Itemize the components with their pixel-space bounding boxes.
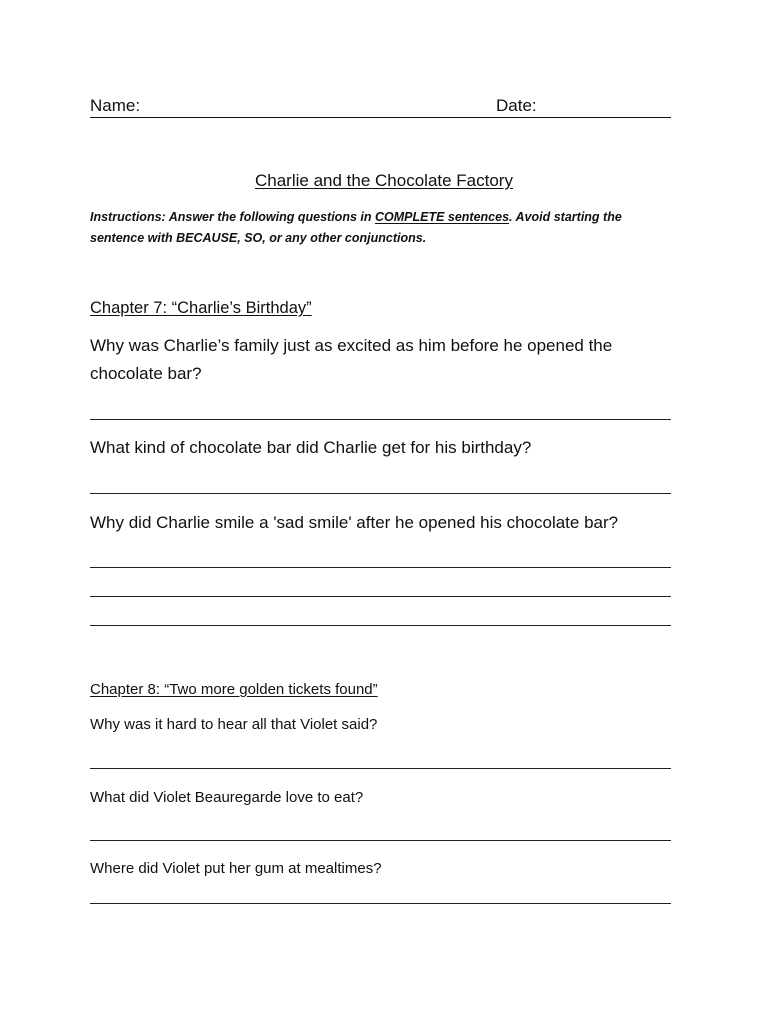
instructions: [90, 207, 670, 249]
question-1: Why was Charlie’s family just as excited as him before he opened the chocolate bar?: [90, 336, 613, 383]
question-6: Where did Violet put her gum at mealtimes?: [90, 860, 382, 877]
name-date-header: [90, 94, 671, 118]
question-2: What kind of chocolate bar did Charlie get for his birthday?: [90, 438, 532, 457]
instructions-part1: Instructions: Answer the following questions in: [90, 210, 375, 224]
worksheet-title: Charlie and the Chocolate Factory: [255, 171, 513, 190]
chapter-8-heading: Chapter 8: “Two more golden tickets found”: [90, 681, 378, 698]
answer-line-2[interactable]: [90, 493, 671, 494]
answer-line-3c[interactable]: [90, 625, 671, 626]
answer-line-4[interactable]: [90, 768, 671, 769]
question-5: What did Violet Beauregarde love to eat?: [90, 789, 364, 806]
question-3: Why did Charlie smile a 'sad smile' after he opened his chocolate bar?: [90, 513, 619, 532]
answer-line-1[interactable]: [90, 419, 671, 420]
question-4: Why was it hard to hear all that Violet said?: [90, 716, 378, 733]
answer-line-6[interactable]: [90, 903, 671, 904]
chapter-7-heading: Chapter 7: “Charlie’s Birthday”: [90, 299, 312, 317]
answer-line-3b[interactable]: [90, 596, 671, 597]
answer-line-3a[interactable]: [90, 567, 671, 568]
name-date-line[interactable]: [90, 117, 671, 118]
date-label: Date:: [496, 96, 537, 115]
instructions-part2: . Avoid starting the sentence with BECAUSE, SO, or any other conjunctions.: [90, 210, 622, 245]
name-label: Name:: [90, 96, 141, 115]
answer-line-5[interactable]: [90, 840, 671, 841]
instructions-emphasis: COMPLETE sentences: [374, 210, 510, 224]
